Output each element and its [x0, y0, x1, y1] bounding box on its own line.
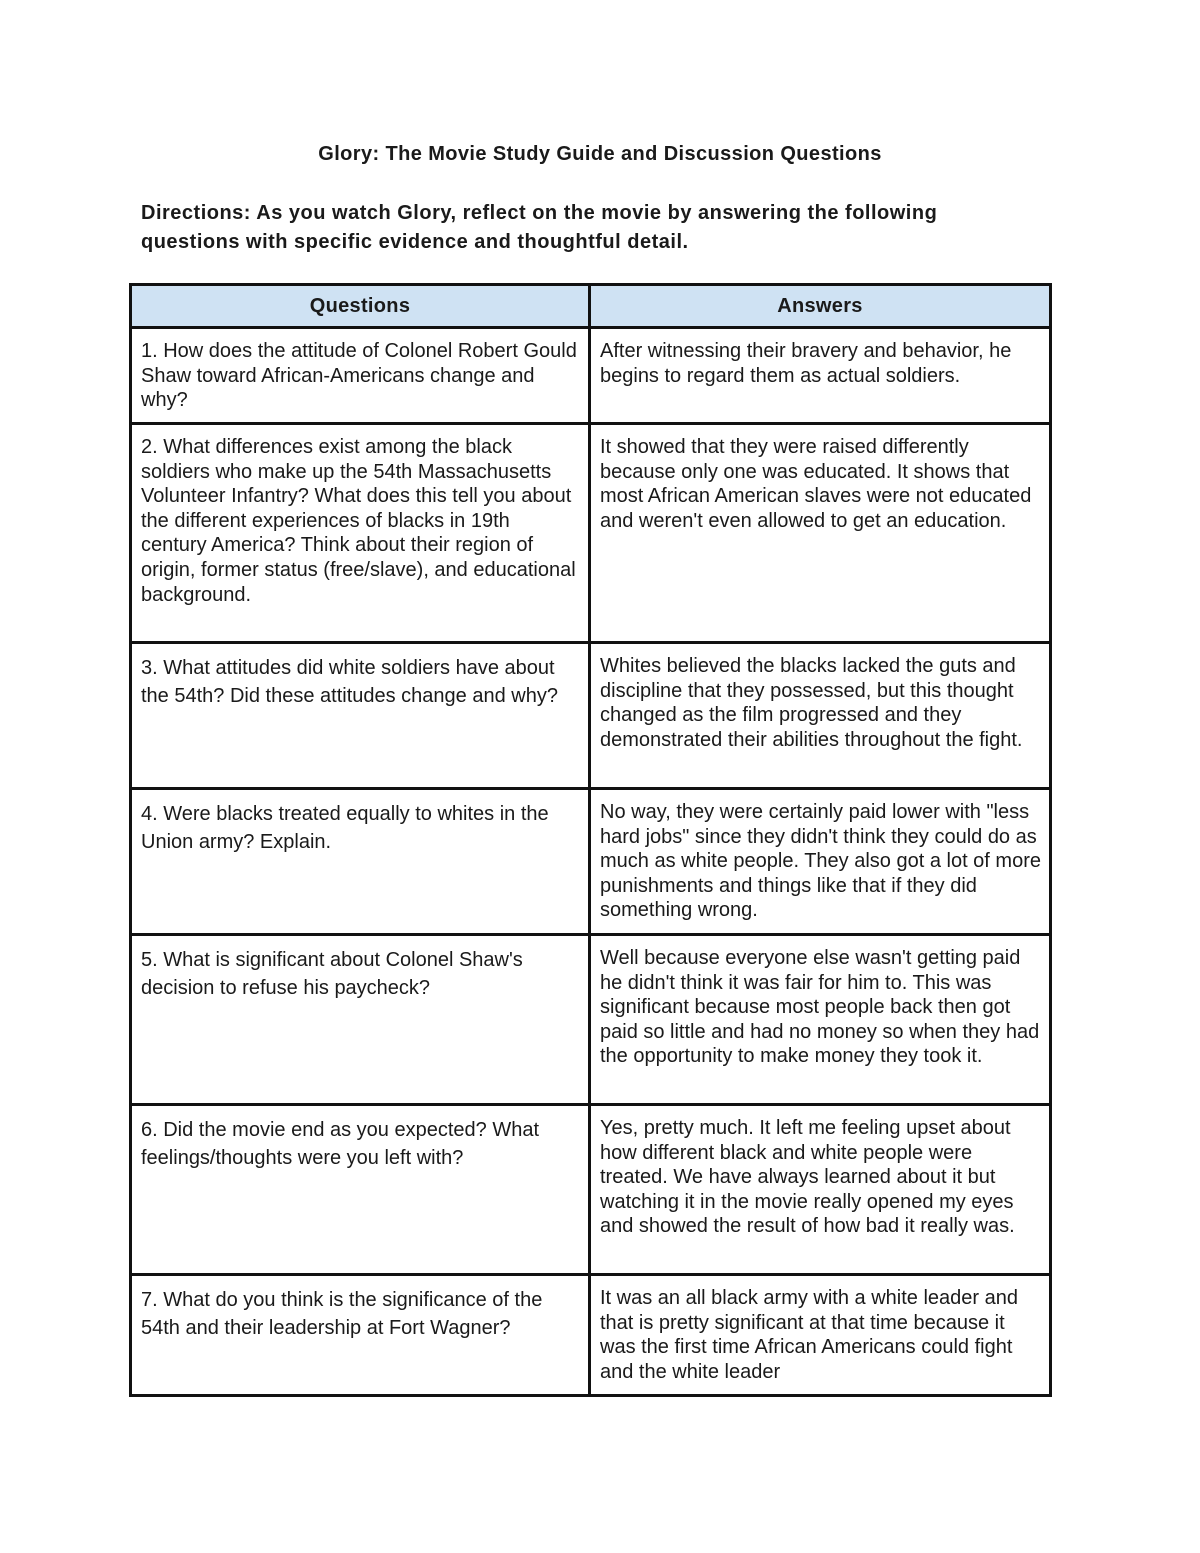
table-row — [131, 935, 1051, 1105]
answer-cell: Well because everyone else wasn't getting paid he didn't think it was fair for him to. This was significant because most people back then got paid so little and had no money so when they had the opportunity to make money they took it. — [590, 935, 1051, 1105]
table-row — [131, 424, 1051, 643]
table-header-row — [131, 285, 1051, 328]
question-cell: 3. What attitudes did white soldiers have about the 54th? Did these attitudes change and why? — [131, 643, 590, 789]
directions-text: Directions: As you watch Glory, reflect on the movie by answering the following questions with specific evidence and thoughtful detail. — [141, 202, 938, 253]
question-cell: 1. How does the attitude of Colonel Robert Gould Shaw toward African-Americans change and why? — [131, 328, 590, 424]
answer-cell: After witnessing their bravery and behavior, he begins to regard them as actual soldiers. — [590, 328, 1051, 424]
qa-table-container — [129, 283, 1049, 1397]
question-cell: 5. What is significant about Colonel Shaw's decision to refuse his paycheck? — [131, 935, 590, 1105]
answers-column-header: Answers — [590, 285, 1051, 328]
table-row — [131, 789, 1051, 935]
answer-cell: Whites believed the blacks lacked the guts and discipline that they possessed, but this thought changed as the film progressed and they demonstrated their abilities throughout the fight. — [590, 643, 1051, 789]
table-row — [131, 1105, 1051, 1275]
answer-cell: It showed that they were raised differently because only one was educated. It shows that most African American slaves were not educated and weren't even allowed to get an education. — [590, 424, 1051, 643]
questions-column-header: Questions — [131, 285, 590, 328]
question-cell: 7. What do you think is the significance of the 54th and their leadership at Fort Wagner? — [131, 1275, 590, 1396]
answer-cell: No way, they were certainly paid lower with "less hard jobs" since they didn't think they could do as much as white people. They also got a lot of more punishments and things like that if they did something wrong. — [590, 789, 1051, 935]
question-cell: 6. Did the movie end as you expected? What feelings/thoughts were you left with? — [131, 1105, 590, 1275]
page-title: Glory: The Movie Study Guide and Discussion Questions — [318, 143, 882, 165]
table-row — [131, 1275, 1051, 1396]
question-cell: 2. What differences exist among the black soldiers who make up the 54th Massachusetts Volunteer Infantry? What does this tell you about the different experiences of blacks in 19th century America? Think about their region of origin, former status (free/slave), and educational background. — [131, 424, 590, 643]
qa-table — [129, 283, 1052, 1397]
question-cell: 4. Were blacks treated equally to whites in the Union army? Explain. — [131, 789, 590, 935]
table-row — [131, 328, 1051, 424]
answer-cell: It was an all black army with a white leader and that is pretty significant at that time because it was the first time African Americans could fight and the white leader — [590, 1275, 1051, 1396]
table-row — [131, 643, 1051, 789]
answer-cell: Yes, pretty much. It left me feeling upset about how different black and white people were treated. We have always learned about it but watching it in the movie really opened my eyes and showed the result of how bad it really was. — [590, 1105, 1051, 1275]
